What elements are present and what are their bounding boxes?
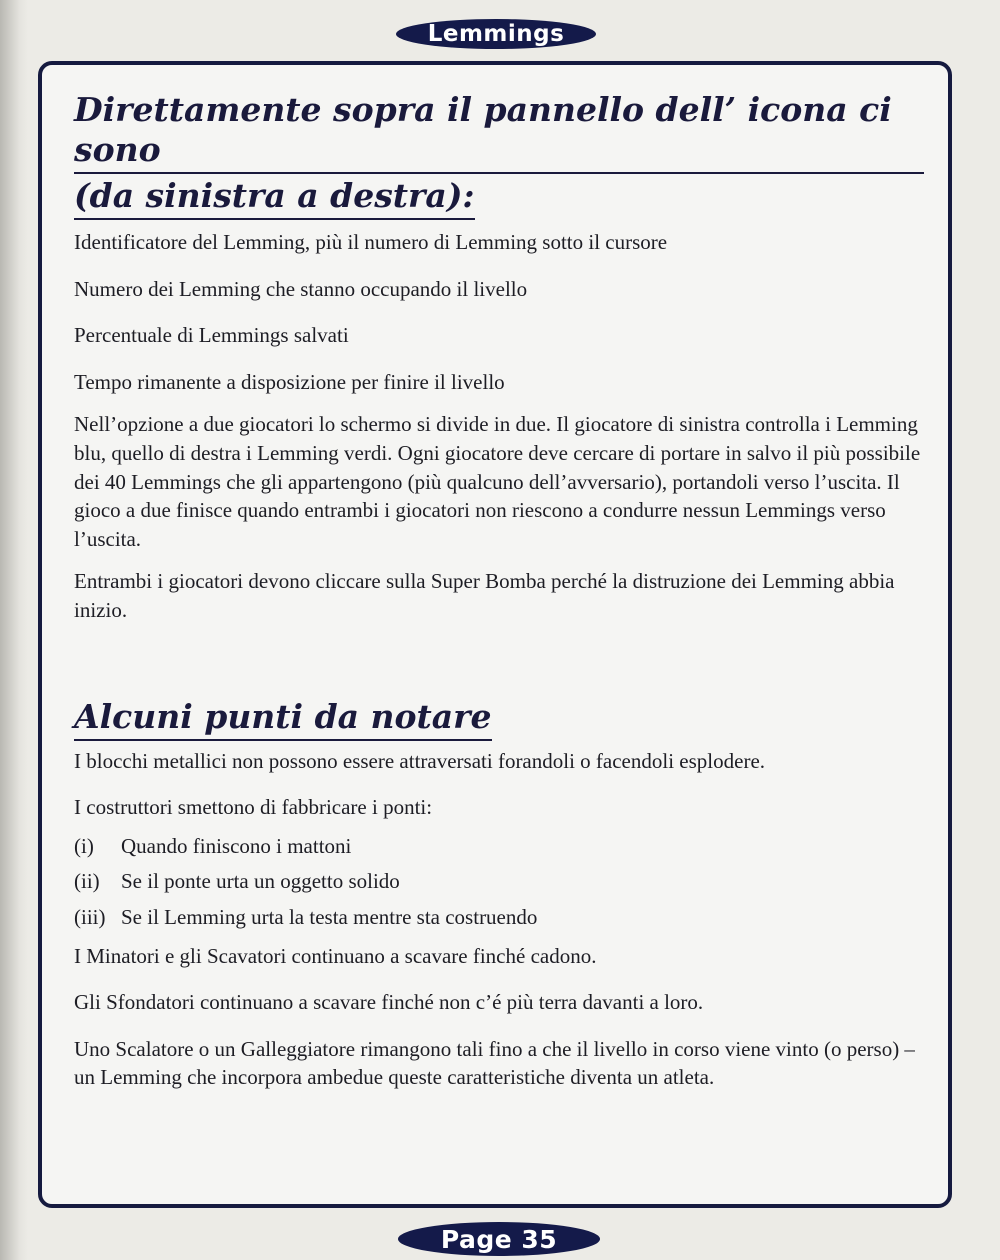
- list-item: [74, 832, 924, 861]
- header-badge-label: Lemmings: [427, 21, 565, 47]
- climber-floater-paragraph: Uno Scalatore o un Galleggiatore rimangono tali fino a che il livello in corso viene vinto (o perso) – un Lemming che incorpora ambedue queste caratteristiche diventa un atleta.: [74, 1036, 915, 1090]
- section1-heading-line2: [74, 176, 475, 220]
- super-bomb-paragraph: Entrambi i giocatori devono cliccare sulla Super Bomba perché la distruzione dei Lemming abbia inizio.: [74, 569, 895, 622]
- miners-paragraph: I Minatori e gli Scavatori continuano a scavare finché cadono.: [74, 943, 597, 968]
- list-item-text: Se il Lemming urta la testa mentre sta costruendo: [121, 904, 538, 929]
- page-content: [74, 90, 924, 1092]
- list-item: [74, 903, 924, 932]
- metal-blocks-paragraph: I blocchi metallici non possono essere attraversati forandoli o facendoli esplodere.: [74, 748, 766, 773]
- page-binding-shadow: [0, 0, 28, 1260]
- status-item: Percentuale di Lemmings salvati: [74, 323, 349, 348]
- section2-heading: [74, 697, 492, 741]
- builders-list: [74, 832, 924, 932]
- builders-paragraph: I costruttori smettono di fabbricare i ponti:: [74, 795, 433, 820]
- list-item-text: Se il ponte urta un oggetto solido: [121, 869, 400, 894]
- page-number-label: Page 35: [440, 1224, 558, 1254]
- status-item: Numero dei Lemming che stanno occupando il livello: [74, 276, 528, 301]
- page-number-badge: [398, 1222, 600, 1256]
- section1-heading-text1: Direttamente sopra il pannello dell’ icona ci sono: [74, 90, 892, 169]
- list-item-text: Quando finiscono i mattoni: [121, 833, 352, 858]
- status-item: Identificatore del Lemming, più il numero di Lemming sotto il cursore: [74, 230, 668, 254]
- list-item-number: (ii): [74, 869, 100, 894]
- bashers-paragraph: Gli Sfondatori continuano a scavare finché non c’é più terra davanti a loro.: [74, 990, 704, 1015]
- two-player-paragraph: Nell’opzione a due giocatori lo schermo si divide in due. Il giocatore di sinistra controlla i Lemming blu, quello di destra i Lemming verdi. Ogni giocatore deve cercare di portare in salvo il più possibile dei 40 Lemmings che gli appartengono (più qualcuno dell’avversario), portandoli verso l’uscita. Il gioco a due finisce quando entrambi i giocatori non riescono a condurre nessun Lemmings verso l’uscita.: [74, 412, 921, 551]
- header-badge: [396, 19, 596, 49]
- list-item-number: (iii): [74, 904, 106, 929]
- status-item: Tempo rimanente a disposizione per finire il livello: [74, 369, 505, 394]
- list-item: [74, 867, 924, 896]
- section1-heading-line1: [74, 90, 924, 174]
- section1-heading-text2: (da sinistra a destra):: [74, 176, 475, 215]
- list-item-number: (i): [74, 833, 94, 858]
- section2-heading-text: Alcuni punti da notare: [74, 696, 492, 736]
